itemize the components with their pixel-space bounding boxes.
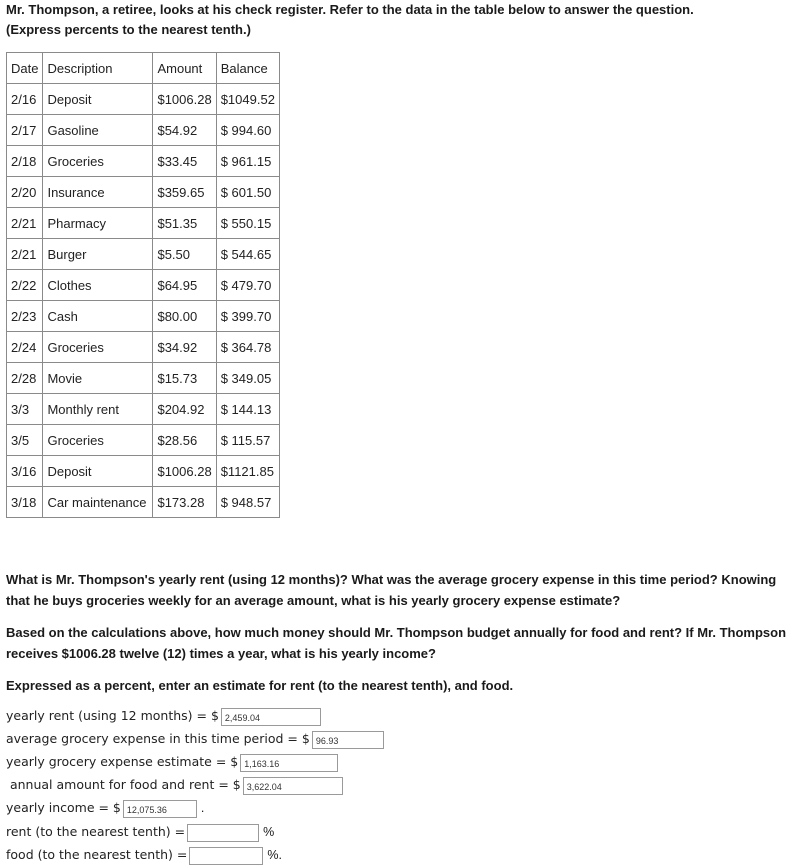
description-cell: Car maintenance xyxy=(43,487,153,518)
date-cell: 3/3 xyxy=(7,394,43,425)
yearly-grocery-input[interactable]: 1,163.16 xyxy=(240,754,338,772)
amount-cell: $5.50 xyxy=(153,239,216,270)
header-balance: Balance xyxy=(216,53,279,84)
amount-cell: $359.65 xyxy=(153,177,216,208)
answer-row-food-rent xyxy=(6,775,343,795)
amount-cell: $34.92 xyxy=(153,332,216,363)
intro-line-2: (Express percents to the nearest tenth.) xyxy=(6,22,251,37)
yearly-income-input[interactable]: 12,075.36 xyxy=(123,800,197,818)
amount-cell: $54.92 xyxy=(153,115,216,146)
table-row xyxy=(7,208,280,239)
description-cell: Monthly rent xyxy=(43,394,153,425)
answer-row-avg-grocery xyxy=(6,729,384,749)
amount-cell: $64.95 xyxy=(153,270,216,301)
date-cell: 2/16 xyxy=(7,84,43,115)
description-cell: Groceries xyxy=(43,146,153,177)
yearly-grocery-label: yearly grocery expense estimate = $ xyxy=(6,754,239,769)
date-cell: 2/23 xyxy=(7,301,43,332)
description-cell: Groceries xyxy=(43,425,153,456)
answer-row-yearly-grocery xyxy=(6,752,338,772)
balance-cell: $ 115.57 xyxy=(216,425,279,456)
description-cell: Insurance xyxy=(43,177,153,208)
table-row xyxy=(7,363,280,394)
food-rent-input[interactable]: 3,622.04 xyxy=(243,777,343,795)
rent-pct-label: rent (to the nearest tenth) = xyxy=(6,824,186,839)
table-row xyxy=(7,146,280,177)
header-date: Date xyxy=(7,53,43,84)
date-cell: 2/17 xyxy=(7,115,43,146)
question-2: Based on the calculations above, how much money should Mr. Thompson budget annually for food and rent? If Mr. Thompson receives $1006.28 twelve (12) times a year, what is his yearly income? xyxy=(6,625,787,661)
balance-cell: $ 399.70 xyxy=(216,301,279,332)
amount-cell: $1006.28 xyxy=(153,84,216,115)
food-pct-label: food (to the nearest tenth) = xyxy=(6,847,188,862)
table-row xyxy=(7,270,280,301)
date-cell: 2/21 xyxy=(7,239,43,270)
balance-cell: $ 349.05 xyxy=(216,363,279,394)
amount-cell: $173.28 xyxy=(153,487,216,518)
instructions xyxy=(6,0,796,40)
table-row xyxy=(7,177,280,208)
rent-pct-input[interactable] xyxy=(187,824,259,842)
table-row xyxy=(7,332,280,363)
answer-row-rent-pct xyxy=(6,822,274,842)
description-cell: Gasoline xyxy=(43,115,153,146)
description-cell: Deposit xyxy=(43,456,153,487)
description-cell: Clothes xyxy=(43,270,153,301)
food-rent-label: annual amount for food and rent = $ xyxy=(6,777,241,792)
table-row xyxy=(7,394,280,425)
table-row xyxy=(7,487,280,518)
answer-row-yearly-rent xyxy=(6,706,321,726)
amount-cell: $15.73 xyxy=(153,363,216,394)
date-cell: 3/16 xyxy=(7,456,43,487)
check-register-table xyxy=(6,52,280,518)
date-cell: 3/5 xyxy=(7,425,43,456)
question-3: Expressed as a percent, enter an estimate for rent (to the nearest tenth), and food. xyxy=(6,678,514,693)
table-header-row xyxy=(7,53,280,84)
answer-row-yearly-income xyxy=(6,798,204,818)
table-row xyxy=(7,84,280,115)
description-cell: Pharmacy xyxy=(43,208,153,239)
balance-cell: $1049.52 xyxy=(216,84,279,115)
amount-cell: $51.35 xyxy=(153,208,216,239)
table-row xyxy=(7,115,280,146)
table-row xyxy=(7,301,280,332)
yearly-income-period: . xyxy=(200,801,205,815)
amount-cell: $1006.28 xyxy=(153,456,216,487)
balance-cell: $ 544.65 xyxy=(216,239,279,270)
intro-line-1: Mr. Thompson, a retiree, looks at his check register. Refer to the data in the table below to answer the question. xyxy=(6,2,694,17)
date-cell: 2/21 xyxy=(7,208,43,239)
rent-pct-unit: % xyxy=(263,825,275,839)
date-cell: 2/20 xyxy=(7,177,43,208)
balance-cell: $1121.85 xyxy=(216,456,279,487)
date-cell: 2/22 xyxy=(7,270,43,301)
amount-cell: $28.56 xyxy=(153,425,216,456)
table-row xyxy=(7,425,280,456)
answer-row-food-pct xyxy=(6,845,282,865)
date-cell: 3/18 xyxy=(7,487,43,518)
date-cell: 2/18 xyxy=(7,146,43,177)
balance-cell: $ 948.57 xyxy=(216,487,279,518)
amount-cell: $204.92 xyxy=(153,394,216,425)
amount-cell: $33.45 xyxy=(153,146,216,177)
balance-cell: $ 144.13 xyxy=(216,394,279,425)
avg-grocery-label: average grocery expense in this time period = $ xyxy=(6,731,310,746)
date-cell: 2/24 xyxy=(7,332,43,363)
balance-cell: $ 550.15 xyxy=(216,208,279,239)
description-cell: Burger xyxy=(43,239,153,270)
header-description: Description xyxy=(43,53,153,84)
yearly-rent-input[interactable]: 2,459.04 xyxy=(221,708,321,726)
yearly-rent-label: yearly rent (using 12 months) = $ xyxy=(6,708,219,723)
description-cell: Movie xyxy=(43,363,153,394)
balance-cell: $ 364.78 xyxy=(216,332,279,363)
amount-cell: $80.00 xyxy=(153,301,216,332)
balance-cell: $ 601.50 xyxy=(216,177,279,208)
description-cell: Cash xyxy=(43,301,153,332)
date-cell: 2/28 xyxy=(7,363,43,394)
food-pct-input[interactable] xyxy=(189,847,263,865)
table-row xyxy=(7,239,280,270)
question-1: What is Mr. Thompson's yearly rent (using 12 months)? What was the average grocery expense in this time period? Knowing that he buys groceries weekly for an average amount, what is his yearly grocery expense estimate? xyxy=(6,572,777,608)
header-amount: Amount xyxy=(153,53,216,84)
table-row xyxy=(7,456,280,487)
table-body xyxy=(7,84,280,518)
balance-cell: $ 994.60 xyxy=(216,115,279,146)
balance-cell: $ 961.15 xyxy=(216,146,279,177)
avg-grocery-input[interactable]: 96.93 xyxy=(312,731,384,749)
food-pct-unit: %. xyxy=(267,848,282,862)
balance-cell: $ 479.70 xyxy=(216,270,279,301)
description-cell: Deposit xyxy=(43,84,153,115)
description-cell: Groceries xyxy=(43,332,153,363)
yearly-income-label: yearly income = $ xyxy=(6,800,121,815)
